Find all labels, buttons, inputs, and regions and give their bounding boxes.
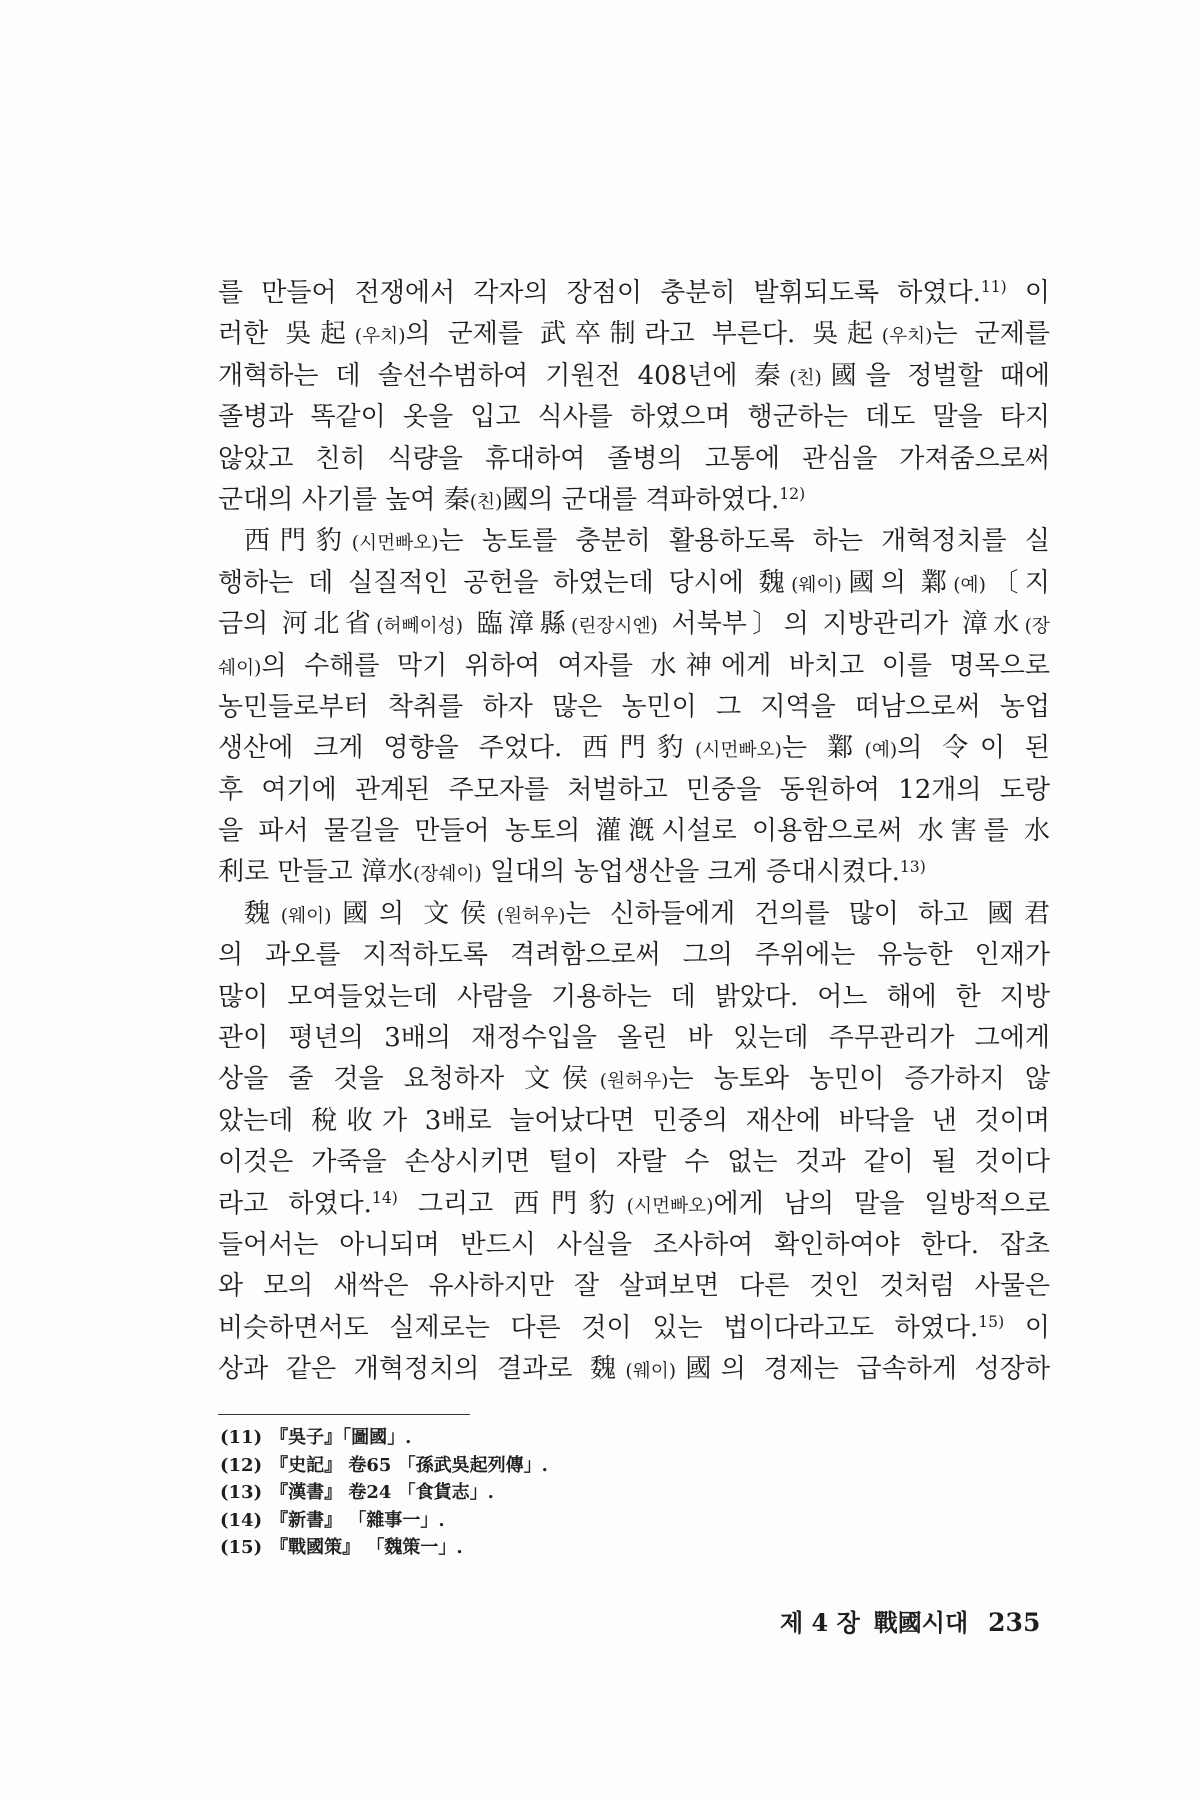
- text-run: 라고 하였다.: [218, 1188, 372, 1219]
- footnote-number: (13): [220, 1482, 263, 1503]
- text-run: 생산에 크게 영향을 주었다. 西門豹: [218, 733, 696, 764]
- footnote: [220, 1424, 548, 1452]
- text-line: [218, 273, 1050, 314]
- text-line: [218, 1018, 1050, 1059]
- text-run: 상과 같은 개혁정치의 결과로 魏: [218, 1354, 626, 1385]
- text-run: 군대의 사기를 높여 秦: [218, 484, 470, 515]
- text-run: 利로 만들고 漳水: [218, 857, 413, 888]
- footnote-text: 『史記』 卷65 「孫武吳起列傳」.: [270, 1454, 548, 1476]
- pronunciation-gloss: (장: [1024, 616, 1050, 638]
- pronunciation-gloss: (린장시엔): [570, 616, 658, 638]
- text-run: 의 수해를 막기 위하여 여자를 水神에게 바치고 이를 명목으로: [261, 650, 1050, 681]
- footnote-ref: 14): [371, 1189, 398, 1208]
- page-number: 235: [988, 1608, 1041, 1637]
- footnote-number: (11): [220, 1427, 263, 1448]
- text-run: 의 令이 된: [897, 733, 1050, 764]
- text-run: 를 만들어 전쟁에서 각자의 장점이 충분히 발휘되도록 하였다.: [218, 278, 981, 308]
- footnote-number: (15): [220, 1537, 263, 1558]
- pronunciation-gloss: (웨이): [280, 905, 332, 927]
- footnote: [220, 1452, 548, 1480]
- pronunciation-gloss: (우치): [881, 326, 933, 348]
- footnote-text: 『新書』 「雜事一」.: [270, 1509, 445, 1531]
- text-run: 는 鄴: [781, 733, 865, 764]
- text-run: 았는데 稅收가 3배로 늘어났다면 민중의 재산에 바닥을 낸 것이며: [218, 1105, 1050, 1136]
- text-run: 國의 군대를 격파하였다.: [502, 484, 780, 515]
- footnote-ref: 12): [779, 485, 806, 504]
- text-run: 〔지: [985, 567, 1050, 598]
- text-line: [218, 770, 1050, 811]
- text-line: [218, 852, 1050, 893]
- text-run: 비슷하면서도 실제로는 다른 것이 있는 법이다라고도 하였다.: [218, 1312, 979, 1343]
- footnotes: [220, 1424, 548, 1562]
- text-line: [218, 728, 1050, 769]
- text-line: [218, 563, 1050, 604]
- text-run: 않았고 친히 식량을 휴대하여 졸병의 고통에 관심을 가져줌으로써: [218, 443, 1050, 474]
- text-line: [218, 646, 1050, 687]
- text-run: 는 농토와 농민이 증가하지 않: [668, 1064, 1050, 1095]
- text-line: [218, 1142, 1050, 1183]
- text-line: [218, 521, 1050, 562]
- text-run: 러한 吳起: [218, 319, 355, 350]
- footnote: [220, 1534, 548, 1562]
- text-line: [218, 314, 1050, 355]
- text-run: 이: [1006, 278, 1050, 308]
- text-line: [218, 1349, 1050, 1390]
- footnote-text: 『戰國策』 「魏策一」.: [270, 1537, 463, 1558]
- text-line: [218, 977, 1050, 1018]
- text-line: [218, 480, 1050, 521]
- footnote-ref: 13): [899, 857, 926, 876]
- pronunciation-gloss: (시먼빠오): [626, 1195, 714, 1217]
- text-line: [218, 1308, 1050, 1349]
- text-line: [218, 604, 1050, 645]
- pronunciation-gloss: 쉐이): [218, 657, 262, 679]
- text-line: [218, 1184, 1050, 1225]
- chapter-label: 제 4 장: [780, 1608, 860, 1637]
- text-line: [218, 439, 1050, 480]
- text-run: 상을 줄 것을 요청하자 文侯: [218, 1064, 600, 1095]
- text-line: [218, 1225, 1050, 1266]
- text-run: 는 군제를: [932, 319, 1051, 350]
- footnote: [220, 1507, 548, 1535]
- text-run: 들어서는 아니되며 반드시 사실을 조사하여 확인하여야 한다. 잡초: [218, 1229, 1050, 1260]
- text-run: 서북부〕의 지방관리가 漳水: [657, 609, 1025, 640]
- text-run: 후 여기에 관계된 주모자를 처벌하고 민중을 동원하여 12개의 도랑: [218, 774, 1050, 805]
- text-run: 西門豹: [244, 526, 352, 557]
- text-run: 에게 남의 말을 일방적으로: [713, 1188, 1050, 1219]
- text-run: 개혁하는 데 솔선수범하여 기원전 408년에 秦: [218, 360, 790, 391]
- footnote: [220, 1479, 548, 1507]
- text-line: [218, 356, 1050, 397]
- footnote-number: (12): [220, 1454, 263, 1476]
- text-run: 의 과오를 지적하도록 격려함으로써 그의 주위에는 유능한 인재가: [218, 940, 1050, 971]
- text-run: 많이 모여들었는데 사람을 기용하는 데 밝았다. 어느 해에 한 지방: [218, 981, 1050, 1012]
- footnote-ref: 11): [980, 278, 1007, 297]
- text-run: 는 신하들에게 건의를 많이 하고 國君: [565, 898, 1050, 929]
- text-run: 는 농토를 충분히 활용하도록 하는 개혁정치를 실: [438, 526, 1050, 557]
- body-text: [218, 273, 1050, 1391]
- footnote-divider: [218, 1414, 470, 1415]
- text-run: 을 파서 물길을 만들어 농토의 灌漑시설로 이용함으로써 水害를 水: [218, 816, 1050, 847]
- text-line: [218, 687, 1050, 728]
- footnote-ref: 15): [978, 1313, 1005, 1332]
- text-run: 일대의 농업생산을 크게 증대시켰다.: [481, 857, 900, 888]
- text-run: 이것은 가죽을 손상시키면 털이 자랄 수 없는 것과 같이 될 것이다: [218, 1147, 1050, 1178]
- pronunciation-gloss: (원허우): [599, 1071, 669, 1093]
- pronunciation-gloss: (친): [789, 367, 822, 389]
- running-footer: [780, 1606, 1040, 1640]
- text-run: 國의 鄴: [841, 567, 954, 598]
- text-run: 그리고 西門豹: [397, 1188, 627, 1219]
- text-run: 國을 정벌할 때에: [821, 360, 1050, 391]
- text-run: 졸병과 똑같이 옷을 입고 식사를 하였으며 행군하는 데도 말을 타지: [218, 402, 1050, 433]
- text-run: 臨漳縣: [463, 609, 571, 640]
- text-line: [218, 1101, 1050, 1142]
- text-run: 國의 文侯: [331, 898, 497, 929]
- pronunciation-gloss: (웨이): [791, 574, 842, 596]
- text-line: [218, 1266, 1050, 1307]
- pronunciation-gloss: (장쉐이): [413, 864, 482, 886]
- text-run: 관이 평년의 3배의 재정수입을 올린 바 있는데 주무관리가 그에게: [218, 1023, 1050, 1054]
- pronunciation-gloss: (친): [469, 491, 503, 513]
- footnote-text: 『吳子』「圖國」.: [270, 1427, 412, 1448]
- text-run: 이: [1004, 1312, 1050, 1343]
- text-run: 의 군제를 武卒制라고 부른다. 吳起: [405, 319, 882, 350]
- footnote-number: (14): [220, 1509, 263, 1531]
- pronunciation-gloss: (예): [953, 574, 986, 596]
- text-line: [218, 1059, 1050, 1100]
- footnote-text: 『漢書』 卷24 「食貨志」.: [270, 1482, 494, 1503]
- pronunciation-gloss: (시먼빠오): [695, 740, 782, 762]
- text-run: 행하는 데 실질적인 공헌을 하였는데 당시에 魏: [218, 567, 792, 598]
- pronunciation-gloss: (원허우): [496, 905, 566, 927]
- text-run: 와 모의 새싹은 유사하지만 잘 살펴보면 다른 것인 것처럼 사물은: [218, 1271, 1050, 1302]
- text-line: [218, 894, 1050, 935]
- pronunciation-gloss: (웨이): [625, 1361, 677, 1383]
- text-run: 魏: [244, 898, 281, 929]
- pronunciation-gloss: (허뻬이성): [376, 616, 464, 638]
- text-line: [218, 397, 1050, 438]
- pronunciation-gloss: (시먼빠오): [351, 533, 439, 555]
- text-run: 國의 경제는 급속하게 성장하: [676, 1354, 1050, 1385]
- text-run: 농민들로부터 착취를 하자 많은 농민이 그 지역을 떠남으로써 농업: [218, 691, 1050, 722]
- text-run: 금의 河北省: [218, 609, 377, 640]
- chapter-title: 戰國시대: [873, 1608, 969, 1637]
- pronunciation-gloss: (우치): [354, 326, 406, 348]
- text-line: [218, 811, 1050, 852]
- text-line: [218, 935, 1050, 976]
- pronunciation-gloss: (예): [864, 740, 898, 762]
